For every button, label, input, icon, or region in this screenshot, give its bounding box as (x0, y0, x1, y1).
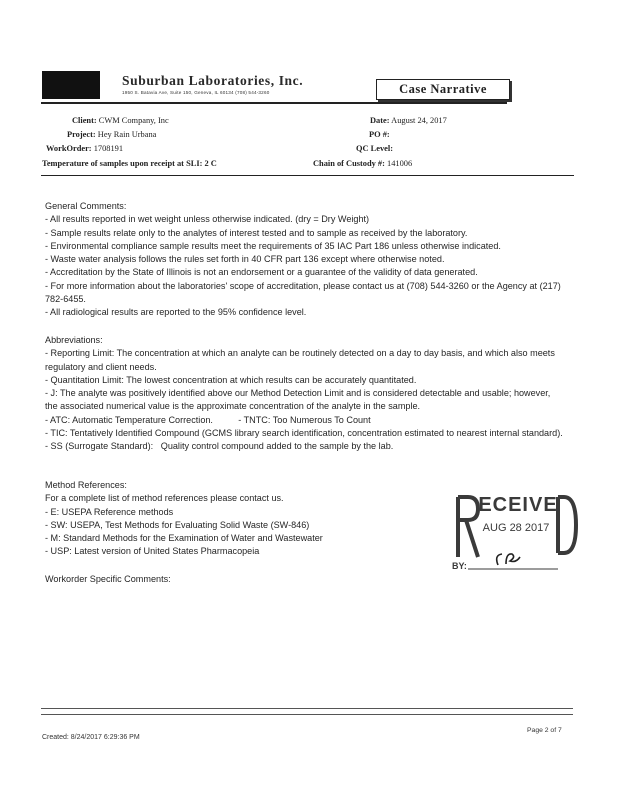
general-comment-item: - All results reported in wet weight unless otherwise indicated. (dry = Dry Weight) (45, 214, 370, 225)
received-stamp-word: ECEIVE (478, 494, 558, 516)
general-comment-item: - Waste water analysis follows the rules set forth in 40 CFR part 136 except where otherwise noted. (45, 254, 445, 265)
temperature-row (42, 159, 217, 168)
letterhead-rule (41, 102, 507, 104)
abbreviation-item: - Quantitation Limit: The lowest concentration at which results can be accurately quantitated. (45, 374, 417, 385)
workorder-row (46, 144, 123, 153)
company-logo (42, 71, 100, 99)
temperature-value: 2 C (204, 159, 217, 168)
abbreviation-item: - J: The analyte was positively identified above our Method Detection Limit and is considered detectable and usable; however, the associated numerical value is the approximate concentration of the analyte in the sample. (45, 388, 551, 412)
company-name: Suburban Laboratories, Inc. (122, 73, 304, 88)
method-reference-item: - USP: Latest version of United States Pharmacopeia (45, 546, 260, 557)
project-value: Hey Rain Urbana (97, 130, 157, 139)
date-label: Date: (370, 116, 390, 125)
company-address: 1950 S. Batavia Ave, Suite 150, Geneva, IL 60134 (708) 544-3260 (122, 90, 270, 95)
qc-level-row (356, 144, 393, 153)
general-comment-item: - For more information about the laboratories' scope of accreditation, please contact us at (708) 544-3260 or the Agency at (217) 782-6455. (45, 280, 561, 305)
workorder-label: WorkOrder: (46, 144, 92, 153)
general-comments-title: General Comments: (45, 201, 127, 211)
method-references-section (45, 479, 445, 559)
po-row (369, 130, 390, 139)
abbreviations-section (45, 334, 565, 454)
abbreviation-item: - TIC: Tentatively Identified Compound (GCMS library search identification, concentration estimated to nearest internal standard). (45, 428, 563, 439)
footer-rule-top (41, 708, 573, 709)
client-value: CWM Company, Inc (98, 116, 169, 125)
received-stamp-by-label: BY: (452, 561, 467, 571)
workorder-comments-title: Workorder Specific Comments: (45, 574, 171, 584)
date-row (370, 116, 447, 125)
chain-of-custody-value: 141006 (387, 159, 413, 168)
header-separator (41, 175, 574, 176)
created-timestamp: Created: 8/24/2017 6:29:36 PM (42, 734, 140, 741)
general-comments-section (45, 200, 565, 320)
method-references-title: Method References: (45, 480, 127, 490)
footer-rule-bottom (41, 714, 573, 715)
method-reference-item: - E: USEPA Reference methods (45, 506, 174, 517)
client-row (72, 116, 169, 125)
general-comment-item: - Sample results relate only to the analytes of interest tested and to sample as received by the laboratory. (45, 227, 468, 238)
workorder-value: 1708191 (93, 144, 123, 153)
document-type-box (376, 79, 510, 100)
client-label: Client: (72, 116, 97, 125)
project-row (67, 130, 156, 139)
temperature-label: Temperature of samples upon receipt at SLI: (42, 159, 203, 168)
project-label: Project: (67, 130, 96, 139)
method-reference-item: For a complete list of method references please contact us. (45, 493, 284, 504)
page-number: Page 2 of 7 (527, 727, 562, 734)
general-comment-item: - Accreditation by the State of Illinois is not an endorsement or a guarantee of the validity of data generated. (45, 267, 478, 278)
general-comment-item: - Environmental compliance sample results meet the requirements of 35 IAC Part 186 unless otherwise indicated. (45, 240, 501, 251)
chain-of-custody-label: Chain of Custody #: (313, 159, 385, 168)
method-reference-item: - M: Standard Methods for the Examination of Water and Wastewater (45, 533, 323, 544)
abbreviation-item: - Reporting Limit: The concentration at which an analyte can be routinely detected on a day to day basis, and which also meets regulatory and client needs. (45, 348, 555, 372)
qc-level-label: QC Level: (356, 144, 393, 153)
date-value: August 24, 2017 (391, 116, 447, 125)
abbreviation-item: - SS (Surrogate Standard): Quality control compound added to the sample by the lab. (45, 441, 394, 452)
received-stamp-date: AUG 28 2017 (482, 522, 550, 534)
chain-of-custody-row (313, 159, 412, 168)
method-reference-item: - SW: USEPA, Test Methods for Evaluating Solid Waste (SW-846) (45, 519, 310, 530)
received-stamp (452, 487, 580, 577)
document-type-label: Case Narrative (399, 82, 487, 96)
abbreviations-title: Abbreviations: (45, 335, 103, 345)
abbreviation-item: - ATC: Automatic Temperature Correction. - TNTC: Too Numerous To Count (45, 414, 371, 425)
received-stamp-initials-signature (497, 554, 520, 565)
general-comment-item: - All radiological results are reported to the 95% confidence level. (45, 307, 307, 318)
po-label: PO #: (369, 130, 390, 139)
